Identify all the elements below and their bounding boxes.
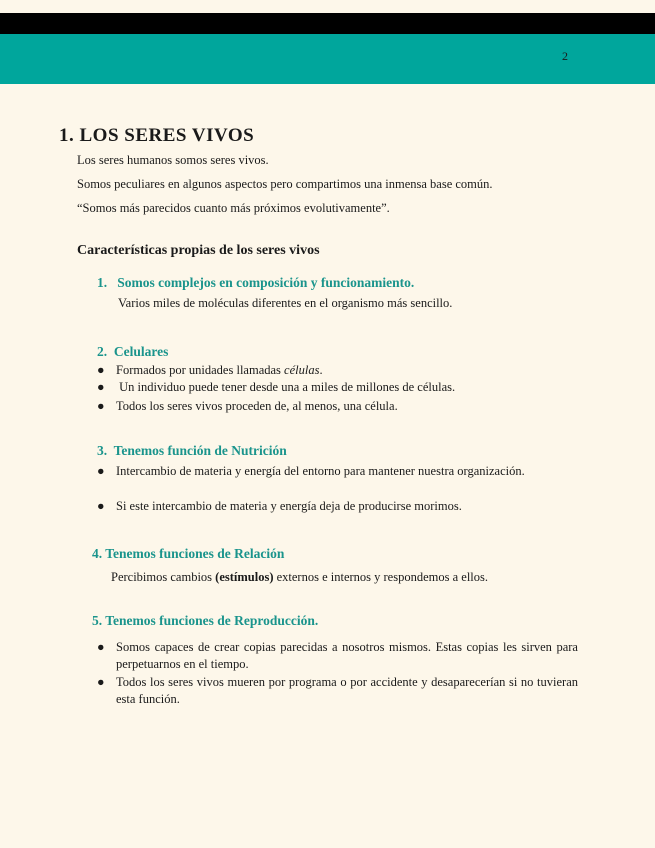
list-item-text: Todos los seres vivos mueren por programa o por accidente y desaparecerían si no tuvieran esta función.	[116, 675, 578, 706]
page-title: 1. LOS SERES VIVOS	[59, 125, 255, 146]
page-top-margin	[0, 0, 655, 13]
header-black-band	[0, 13, 655, 34]
bullet-icon: ●	[97, 499, 105, 513]
bullet-icon: ●	[97, 464, 105, 478]
bullet-icon: ●	[97, 363, 105, 377]
bullet-icon: ●	[97, 399, 105, 413]
list-item	[97, 639, 578, 673]
section-subtitle: Características propias de los seres vivos	[77, 243, 320, 258]
list-item-text: Todos los seres vivos proceden de, al menos, una célula.	[116, 399, 398, 413]
section-2-heading: 2. Celulares	[97, 344, 169, 359]
section-1-heading: 1. Somos complejos en composición y funcionamiento.	[97, 275, 415, 290]
list-item-text: Un individuo puede tener desde una a miles de millones de células.	[116, 380, 456, 394]
intro-line-1: Los seres humanos somos seres vivos.	[77, 153, 269, 167]
list-item	[97, 498, 578, 515]
list-item-text: Formados por unidades llamadas células.	[116, 363, 323, 377]
list-item	[97, 674, 578, 708]
list-item-text: Si este intercambio de materia y energía deja de producirse morimos.	[116, 499, 462, 513]
section-4-heading: 4. Tenemos funciones de Relación	[92, 546, 285, 561]
header-teal-band	[0, 34, 655, 84]
bullet-icon: ●	[97, 640, 105, 654]
list-item-text: Intercambio de materia y energía del entorno para mantener nuestra organización.	[116, 464, 525, 478]
section-3-heading: 3. Tenemos función de Nutrición	[97, 443, 287, 458]
section-5-heading: 5. Tenemos funciones de Reproducción.	[92, 613, 319, 628]
list-item	[97, 398, 578, 415]
list-item-text: Somos capaces de crear copias parecidas a nosotros mismos. Estas copias les sirven para perpetuarnos en el tiempo.	[116, 640, 578, 671]
section-4-text: Percibimos cambios (estímulos) externos e internos y respondemos a ellos.	[111, 570, 489, 584]
intro-line-2: Somos peculiares en algunos aspectos pero compartimos una inmensa base común.	[77, 177, 493, 191]
page-number: 2	[562, 49, 568, 63]
list-item	[97, 379, 578, 396]
bullet-icon: ●	[97, 675, 105, 689]
bullet-icon: ●	[97, 380, 105, 394]
list-item	[97, 463, 578, 480]
intro-line-3: “Somos más parecidos cuanto más próximos evolutivamente”.	[77, 201, 390, 215]
section-1-text: Varios miles de moléculas diferentes en el organismo más sencillo.	[118, 296, 453, 310]
list-item	[97, 362, 578, 379]
